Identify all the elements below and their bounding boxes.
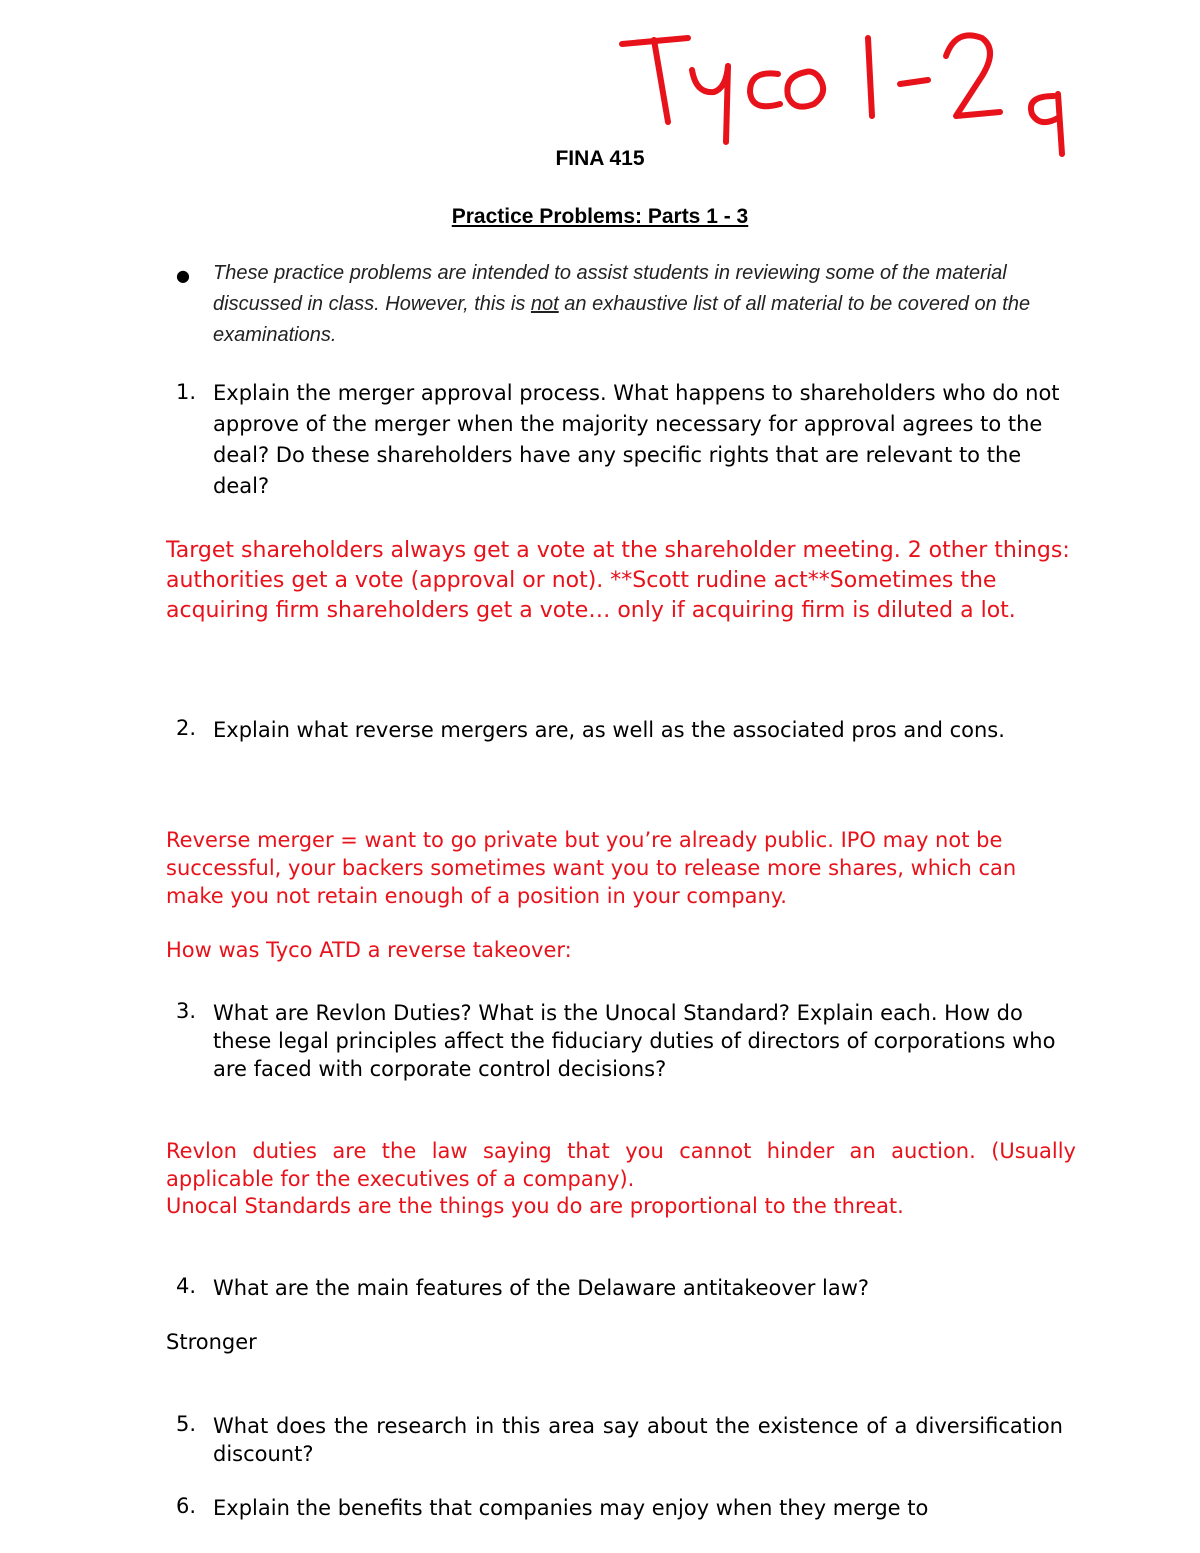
question-text: Explain the merger approval process. What happens to shareholders who do not approve of the merger when the majority necessary for approval agrees to the deal? Do these shareholders have any specific rights that are relevant to the deal? bbox=[213, 381, 1060, 498]
question-text: Explain what reverse mergers are, as well as the associated pros and cons. bbox=[213, 718, 1005, 742]
question-text: What does the research in this area say about the existence of a diversification discount? bbox=[213, 1414, 1063, 1466]
question-number: 6. bbox=[176, 1494, 197, 1518]
answer-3-unocal: Unocal Standards are the things you do are proportional to the threat. bbox=[166, 1194, 904, 1218]
answer-3-revlon: Revlon duties are the law saying that you cannot hinder an auction. (Usually applicable for the executives of a company). bbox=[166, 1139, 1076, 1191]
answer-1: Target shareholders always get a vote at the shareholder meeting. 2 other things: authorities get a vote (approval or not). **Scott rudine act**Sometimes the acquiring firm shareholders get a vote… only if acquiring firm is diluted a lot. bbox=[166, 538, 1070, 623]
question-number: 3. bbox=[176, 999, 197, 1023]
question-text: What are the main features of the Delaware antitakeover law? bbox=[213, 1276, 870, 1300]
question-number: 2. bbox=[176, 716, 197, 740]
answer-2-followup: How was Tyco ATD a reverse takeover: bbox=[166, 938, 572, 962]
answer-2: Reverse merger = want to go private but you’re already public. IPO may not be successful, your backers sometimes want you to release more shares, which can make you not retain enough of a position in your company. bbox=[166, 828, 1017, 908]
intro-note: These practice problems are intended to assist students in reviewing some of the material discussed in class. However, this is not an exhaustive list of all material to be covered on the examinations. bbox=[213, 262, 1031, 346]
question-number: 5. bbox=[176, 1412, 197, 1436]
handwritten-annotation bbox=[610, 22, 1090, 162]
page-subtitle: Practice Problems: Parts 1 - 3 bbox=[451, 205, 749, 228]
question-text: Explain the benefits that companies may enjoy when they merge to bbox=[213, 1496, 929, 1520]
bullet-icon: ● bbox=[176, 266, 190, 285]
emphasis-word: not bbox=[530, 293, 559, 315]
answer-4: Stronger bbox=[166, 1330, 257, 1354]
question-number: 1. bbox=[176, 380, 197, 404]
question-number: 4. bbox=[176, 1274, 197, 1298]
question-text: What are Revlon Duties? What is the Unocal Standard? Explain each. How do these legal principles affect the fiduciary duties of directors of corporations who are faced with corporate control decisions? bbox=[213, 1001, 1056, 1081]
course-title: FINA 415 bbox=[555, 147, 645, 170]
